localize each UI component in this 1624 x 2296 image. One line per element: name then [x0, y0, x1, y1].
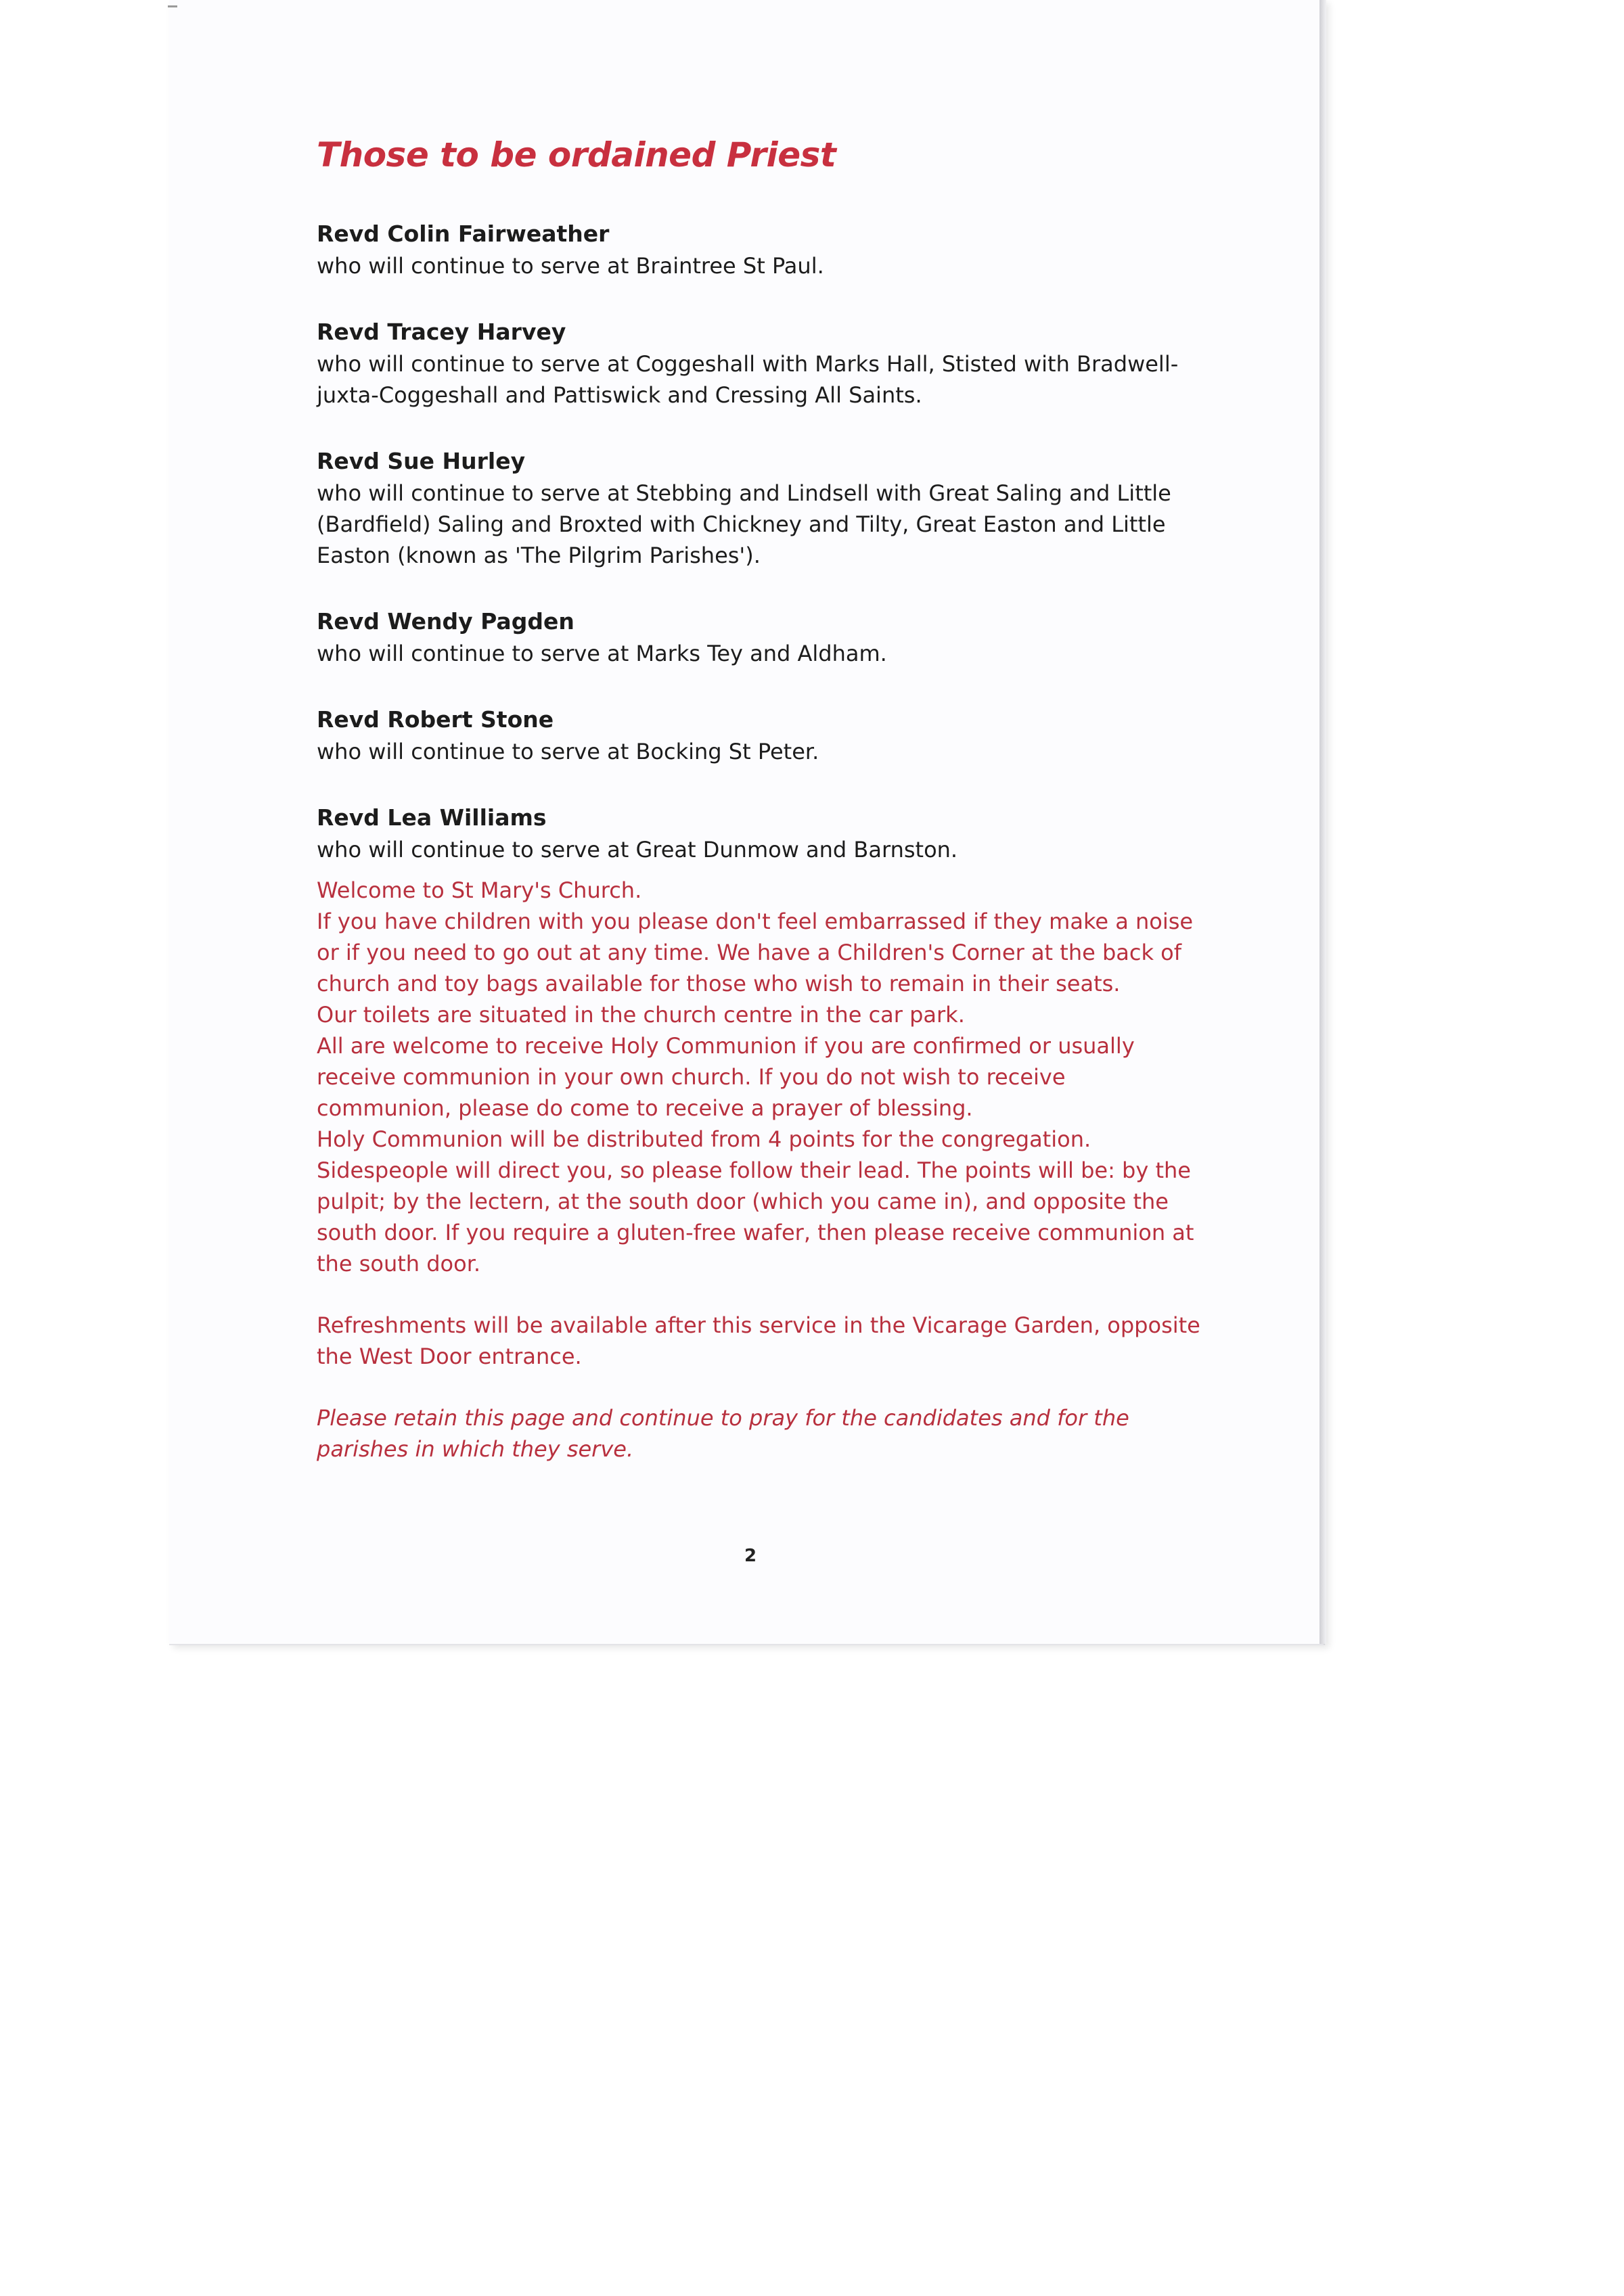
priest-name: Revd Wendy Pagden [317, 608, 574, 635]
priest-name: Revd Colin Fairweather [317, 221, 610, 247]
welcome-notice [317, 875, 1203, 1279]
priest-description: who will continue to serve at Bocking St Peter. [317, 739, 819, 764]
priest-description: who will continue to serve at Braintree St Paul. [317, 253, 824, 279]
communion-points-notice: Holy Communion will be distributed from 4 points for the congregation. Sidespeople will direct you, so please follow their lead. The points will be: by the pulpit; by the lectern, at the south door (which you came in), and opposite the south door. If you require a gluten-free wafer, then please receive communion at the south door. [317, 1126, 1194, 1277]
priest-name: Revd Robert Stone [317, 706, 554, 733]
priest-name: Revd Sue Hurley [317, 448, 526, 474]
priest-description: who will continue to serve at Stebbing and Lindsell with Great Saling and Little (Bardfield) Saling and Broxted with Chickney and Tilty, Great Easton and Little Easton (known as 'The Pilgrim Parishes'). [317, 480, 1171, 568]
toilets-notice: Our toilets are situated in the church centre in the car park. [317, 1002, 965, 1028]
page-content [317, 135, 1203, 1486]
scan-mark [168, 5, 177, 7]
communion-notice: All are welcome to receive Holy Communion if you are confirmed or usually receive communion in your own church. If you do not wish to receive communion, please do come to receive a prayer of blessing. [317, 1033, 1135, 1121]
children-notice: If you have children with you please don't feel embarrassed if they make a noise or if you need to go out at any time. We have a Children's Corner at the back of church and toy bags available for those who wish to remain in their seats. [317, 909, 1194, 996]
section-heading: Those to be ordained Priest [317, 135, 836, 175]
priest-entry [317, 218, 1203, 281]
priest-description: who will continue to serve at Coggeshall with Marks Hall, Stisted with Bradwell-juxta-Coggeshall and Pattiswick and Cressing All Saints. [317, 351, 1179, 408]
priest-description: who will continue to serve at Marks Tey and Aldham. [317, 641, 887, 666]
refreshments-notice: Refreshments will be available after this service in the Vicarage Garden, opposite the West Door entrance. [317, 1312, 1200, 1369]
priest-entry [317, 316, 1203, 411]
priest-name: Revd Lea Williams [317, 804, 547, 831]
priest-name: Revd Tracey Harvey [317, 319, 566, 345]
priest-entry [317, 802, 1203, 865]
priest-description: who will continue to serve at Great Dunmow and Barnston. [317, 837, 958, 863]
priest-entry [317, 704, 1203, 767]
welcome-line: Welcome to St Mary's Church. [317, 877, 642, 903]
priest-entry [317, 605, 1203, 669]
priest-entry [317, 445, 1203, 571]
page-fold-shadow [1320, 0, 1326, 1644]
retain-page-notice: Please retain this page and continue to pray for the candidates and for the parishes in which they serve. [317, 1405, 1129, 1462]
page-number: 2 [744, 1546, 757, 1566]
